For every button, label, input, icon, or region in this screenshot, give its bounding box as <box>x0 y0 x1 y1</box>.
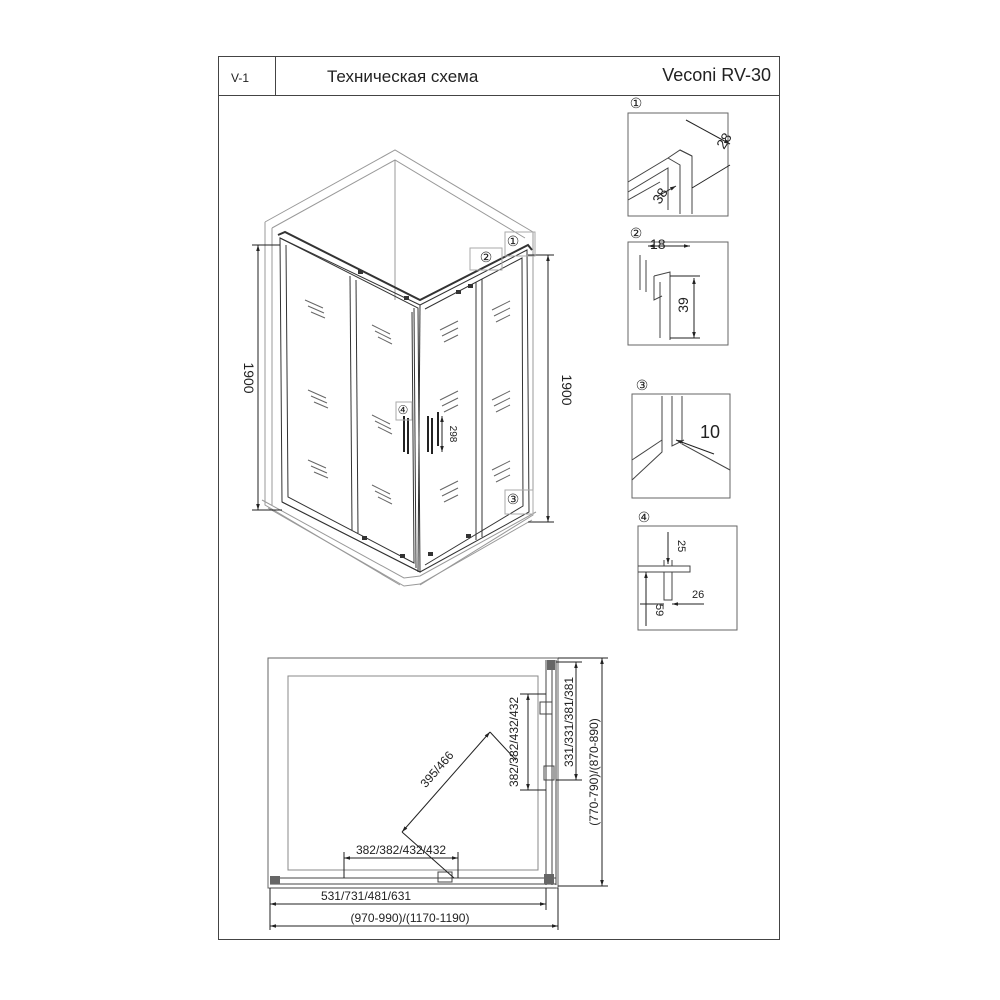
plan-panel-right-label: 331/331/381/381 <box>562 676 576 768</box>
callout-1: ① <box>506 233 520 249</box>
detail-4-dim-b: 26 <box>692 589 705 601</box>
door-handles <box>404 412 438 454</box>
detail-1-dim-a: 28 <box>712 129 735 152</box>
detail-2-dim-b: 39 <box>675 297 691 313</box>
sheet-code: V-1 <box>231 71 250 85</box>
handle-height-label: 298 <box>447 425 458 443</box>
detail-2 <box>628 242 728 345</box>
drawing-title: Техническая схема <box>327 67 479 86</box>
plan-diagonal-label: 395/466 <box>417 748 457 791</box>
height-right-label: 1900 <box>559 374 575 406</box>
callout-3: ③ <box>506 491 520 507</box>
plan-panel-bottom-label: 531/731/481/631 <box>320 889 412 903</box>
detail-1 <box>628 113 730 216</box>
right-panel-frame <box>418 250 529 572</box>
detail-3-marker: ③ <box>635 377 649 393</box>
plan-width-total-label: (970-990)/(1170-1190) <box>350 911 470 925</box>
height-left-label: 1900 <box>241 362 257 394</box>
detail-1-dim-b: 38 <box>648 184 671 207</box>
plan-door-right-label: 382/382/432/432 <box>507 696 521 788</box>
detail-2-marker: ② <box>629 225 643 241</box>
plan-door-bottom-label: 382/382/432/432 <box>355 843 447 857</box>
isometric-view <box>252 150 554 586</box>
detail-1-marker: ① <box>629 95 643 111</box>
dim-height-right <box>528 255 554 522</box>
detail-3-dim-a: 10 <box>700 422 721 442</box>
wall-outline <box>262 150 536 586</box>
detail-4-dim-c: 59 <box>653 604 665 617</box>
detail-3 <box>632 394 730 498</box>
callout-2: ② <box>479 249 493 265</box>
model-name: Veconi RV-30 <box>662 65 771 85</box>
detail-4-marker: ④ <box>637 509 651 525</box>
plan-depth-total-label: (770-790)/(870-890) <box>587 718 601 826</box>
callout-4: ④ <box>397 403 409 417</box>
detail-2-dim-a: 18 <box>650 236 666 252</box>
callout-boxes <box>396 232 535 514</box>
detail-4-dim-a: 25 <box>675 540 687 553</box>
